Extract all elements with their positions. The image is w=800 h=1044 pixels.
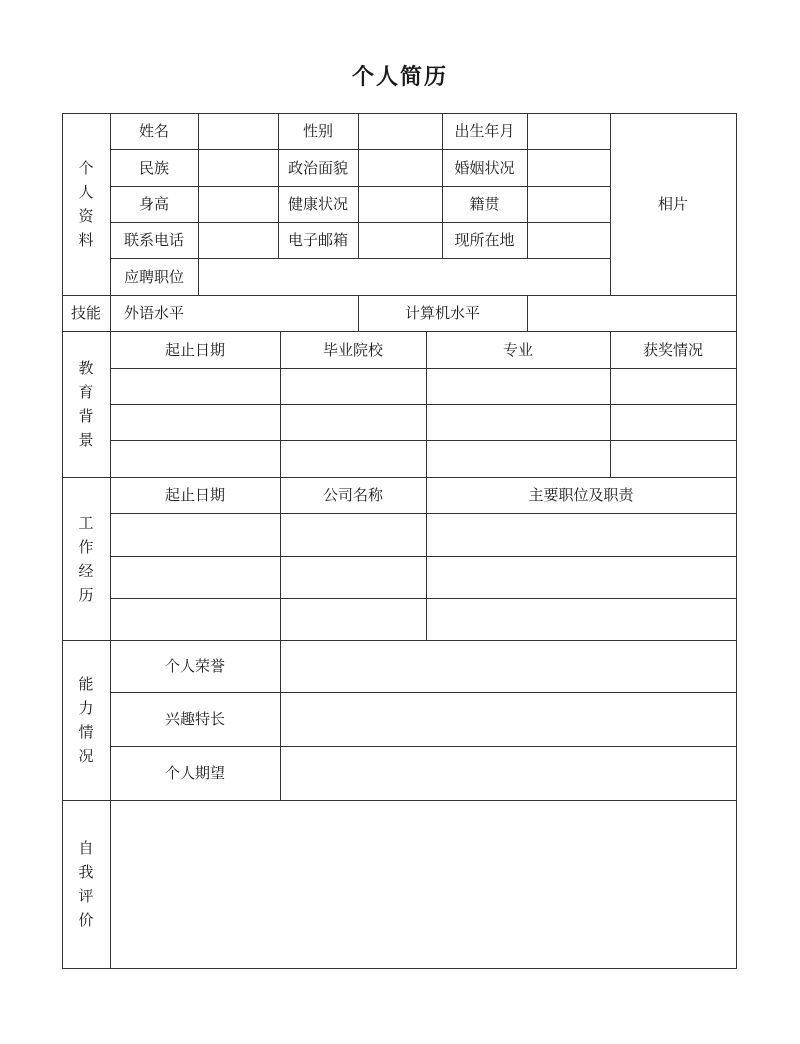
label-name: 姓名 (138, 122, 169, 140)
label-email: 电子邮箱 (287, 231, 348, 249)
field-hobbies[interactable] (280, 692, 736, 746)
label-birth: 出生年月 (454, 122, 515, 140)
field-birth[interactable] (527, 113, 610, 149)
section-label-work: 工 作 经 历 (78, 513, 94, 604)
work-header-duties: 主要职位及职责 (528, 486, 634, 504)
label-location: 现所在地 (454, 231, 515, 249)
field-location[interactable] (527, 222, 610, 258)
field-health[interactable] (358, 186, 442, 222)
page-title: 个人简历 (351, 65, 448, 90)
label-marital: 婚姻状况 (454, 158, 515, 177)
work-row[interactable] (110, 556, 736, 598)
edu-header-awards: 获奖情况 (642, 340, 703, 359)
label-phone: 联系电话 (123, 231, 184, 249)
work-header-dates: 起止日期 (164, 486, 225, 504)
label-ethnicity: 民族 (138, 158, 169, 177)
edu-row[interactable] (110, 440, 736, 477)
photo-box[interactable]: 相片 (657, 195, 688, 213)
label-height: 身高 (138, 195, 169, 213)
label-health: 健康状况 (287, 195, 348, 213)
field-email[interactable] (358, 222, 442, 258)
field-political[interactable] (358, 149, 442, 186)
edu-header-dates: 起止日期 (164, 340, 225, 359)
work-row[interactable] (110, 598, 736, 640)
label-gender: 性别 (302, 122, 333, 140)
section-label-personal: 个 人 资 料 (78, 159, 94, 249)
field-name[interactable] (198, 113, 278, 149)
section-label-education: 教 育 背 景 (78, 359, 94, 449)
edu-row[interactable] (110, 368, 736, 404)
label-native-place: 籍贯 (469, 195, 500, 213)
label-expectation: 个人期望 (164, 764, 225, 782)
field-computer[interactable] (527, 295, 736, 331)
work-row[interactable] (110, 513, 736, 556)
label-hobbies: 兴趣特长 (164, 710, 225, 728)
field-position[interactable] (198, 258, 610, 295)
label-foreign-language: 外语水平 (123, 304, 184, 322)
field-marital[interactable] (527, 149, 610, 186)
label-political: 政治面貌 (287, 158, 348, 177)
field-self-eval[interactable] (110, 800, 736, 968)
field-expectation[interactable] (280, 746, 736, 800)
field-native-place[interactable] (527, 186, 610, 222)
field-height[interactable] (198, 186, 278, 222)
section-label-ability: 能 力 情 况 (78, 675, 94, 765)
field-honors[interactable] (280, 640, 736, 692)
field-ethnicity[interactable] (198, 149, 278, 186)
label-position: 应聘职位 (123, 267, 184, 286)
field-foreign-language[interactable] (198, 295, 358, 331)
edu-header-school: 毕业院校 (322, 340, 383, 359)
edu-header-major: 专业 (502, 340, 533, 359)
section-label-skills: 技能 (70, 304, 101, 322)
section-label-self-eval: 自 我 评 价 (78, 839, 94, 929)
label-computer: 计算机水平 (404, 304, 480, 322)
field-gender[interactable] (358, 113, 442, 149)
table-border-right (736, 113, 737, 969)
work-header-company: 公司名称 (322, 486, 383, 504)
field-phone[interactable] (198, 222, 278, 258)
label-honors: 个人荣誉 (164, 657, 225, 675)
edu-row[interactable] (110, 404, 736, 440)
table-border-bottom (62, 968, 737, 969)
